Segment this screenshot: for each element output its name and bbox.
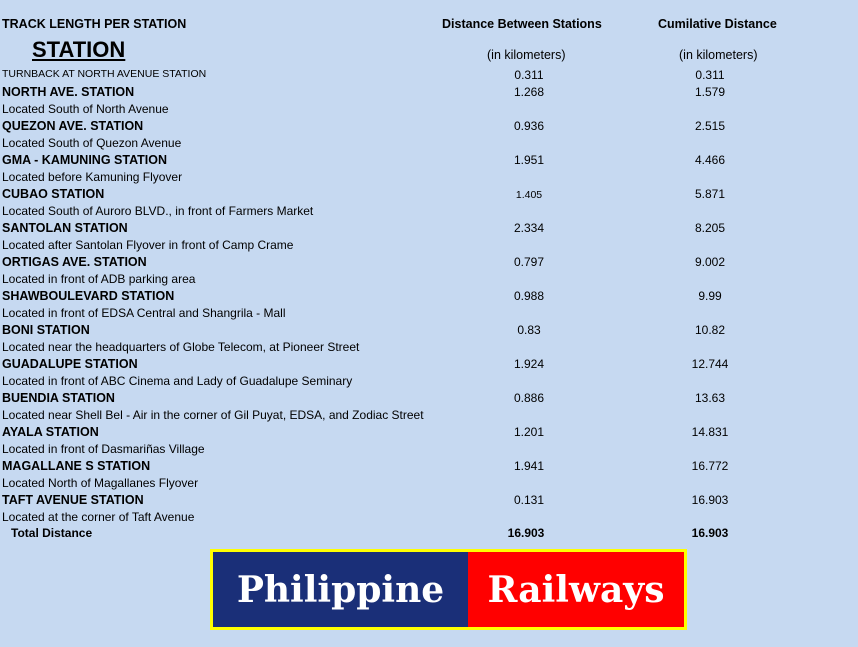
station-name: CUBAO STATION: [2, 187, 105, 201]
distance-unit-label: (in kilometers): [487, 48, 566, 62]
station-cumulative: 12.744: [691, 357, 729, 371]
total-distance-value: 16.903: [507, 526, 545, 540]
banner-left-text: Philippine: [213, 552, 468, 627]
station-location: Located in front of ABC Cinema and Lady of Guadalupe Seminary: [2, 374, 353, 388]
distance-column-header: Distance Between Stations: [442, 17, 602, 31]
station-location: Located after Santolan Flyover in front of Camp Crame: [2, 238, 294, 252]
station-name: GMA - KAMUNING STATION: [2, 153, 168, 167]
station-cumulative: 5.871: [694, 187, 726, 201]
station-location: Located at the corner of Taft Avenue: [2, 510, 195, 524]
station-location: Located near the headquarters of Globe Telecom, at Pioneer Street: [2, 340, 360, 354]
station-location: Located in front of ADB parking area: [2, 272, 196, 286]
station-name: NORTH AVE. STATION: [2, 85, 135, 99]
cumulative-unit-label: (in kilometers): [679, 48, 758, 62]
station-location: Located in front of EDSA Central and Shangrila - Mall: [2, 306, 286, 320]
turnback-label: TURNBACK AT NORTH AVENUE STATION: [2, 68, 207, 80]
station-name: TAFT AVENUE STATION: [2, 493, 144, 507]
station-distance: 1.951: [513, 153, 545, 167]
station-name: SANTOLAN STATION: [2, 221, 128, 235]
station-cumulative: 2.515: [694, 119, 726, 133]
station-name: AYALA STATION: [2, 425, 99, 439]
station-name: BUENDIA STATION: [2, 391, 115, 405]
station-cumulative: 16.903: [691, 493, 729, 507]
station-distance: 1.941: [513, 459, 545, 473]
total-distance-label: Total Distance: [11, 526, 93, 540]
station-name: GUADALUPE STATION: [2, 357, 138, 371]
station-distance: 0.886: [513, 391, 545, 405]
station-name: QUEZON AVE. STATION: [2, 119, 144, 133]
station-cumulative: 10.82: [694, 323, 726, 337]
station-location: Located North of Magallanes Flyover: [2, 476, 199, 490]
total-cumulative-value: 16.903: [691, 526, 729, 540]
station-distance: 1.405: [515, 189, 543, 201]
station-cumulative: 13.63: [694, 391, 726, 405]
station-cumulative: 14.831: [691, 425, 729, 439]
station-name: SHAWBOULEVARD STATION: [2, 289, 175, 303]
station-location: Located South of Auroro BLVD., in front of Farmers Market: [2, 204, 314, 218]
station-distance: 1.268: [513, 85, 545, 99]
station-distance: 1.924: [513, 357, 545, 371]
turnback-distance: 0.311: [514, 68, 544, 82]
station-cumulative: 8.205: [694, 221, 726, 235]
station-location: Located in front of Dasmariñas Village: [2, 442, 205, 456]
station-location: Located before Kamuning Flyover: [2, 170, 183, 184]
philippine-railways-banner: [210, 549, 687, 630]
station-heading: STATION: [32, 37, 126, 62]
station-cumulative: 4.466: [694, 153, 726, 167]
page-title: TRACK LENGTH PER STATION: [2, 17, 187, 31]
cumulative-column-header: Cumilative Distance: [658, 17, 777, 31]
station-cumulative: 9.99: [698, 289, 722, 303]
banner-right-text: Railways: [468, 552, 684, 627]
turnback-cumulative: 0.311: [695, 68, 725, 82]
station-distance: 2.334: [513, 221, 545, 235]
station-location: Located South of North Avenue: [2, 102, 169, 116]
station-distance: 0.988: [513, 289, 545, 303]
station-name: ORTIGAS AVE. STATION: [2, 255, 147, 269]
station-cumulative: 1.579: [694, 85, 726, 99]
station-distance: 1.201: [513, 425, 545, 439]
station-location: Located near Shell Bel - Air in the corner of Gil Puyat, EDSA, and Zodiac Street: [2, 408, 424, 422]
station-location: Located South of Quezon Avenue: [2, 136, 182, 150]
station-cumulative: 16.772: [691, 459, 729, 473]
station-distance: 0.936: [513, 119, 545, 133]
station-distance: 0.83: [517, 323, 541, 337]
station-distance: 0.131: [513, 493, 545, 507]
station-cumulative: 9.002: [694, 255, 726, 269]
station-distance: 0.797: [513, 255, 545, 269]
station-name: MAGALLANE S STATION: [2, 459, 151, 473]
station-name: BONI STATION: [2, 323, 90, 337]
